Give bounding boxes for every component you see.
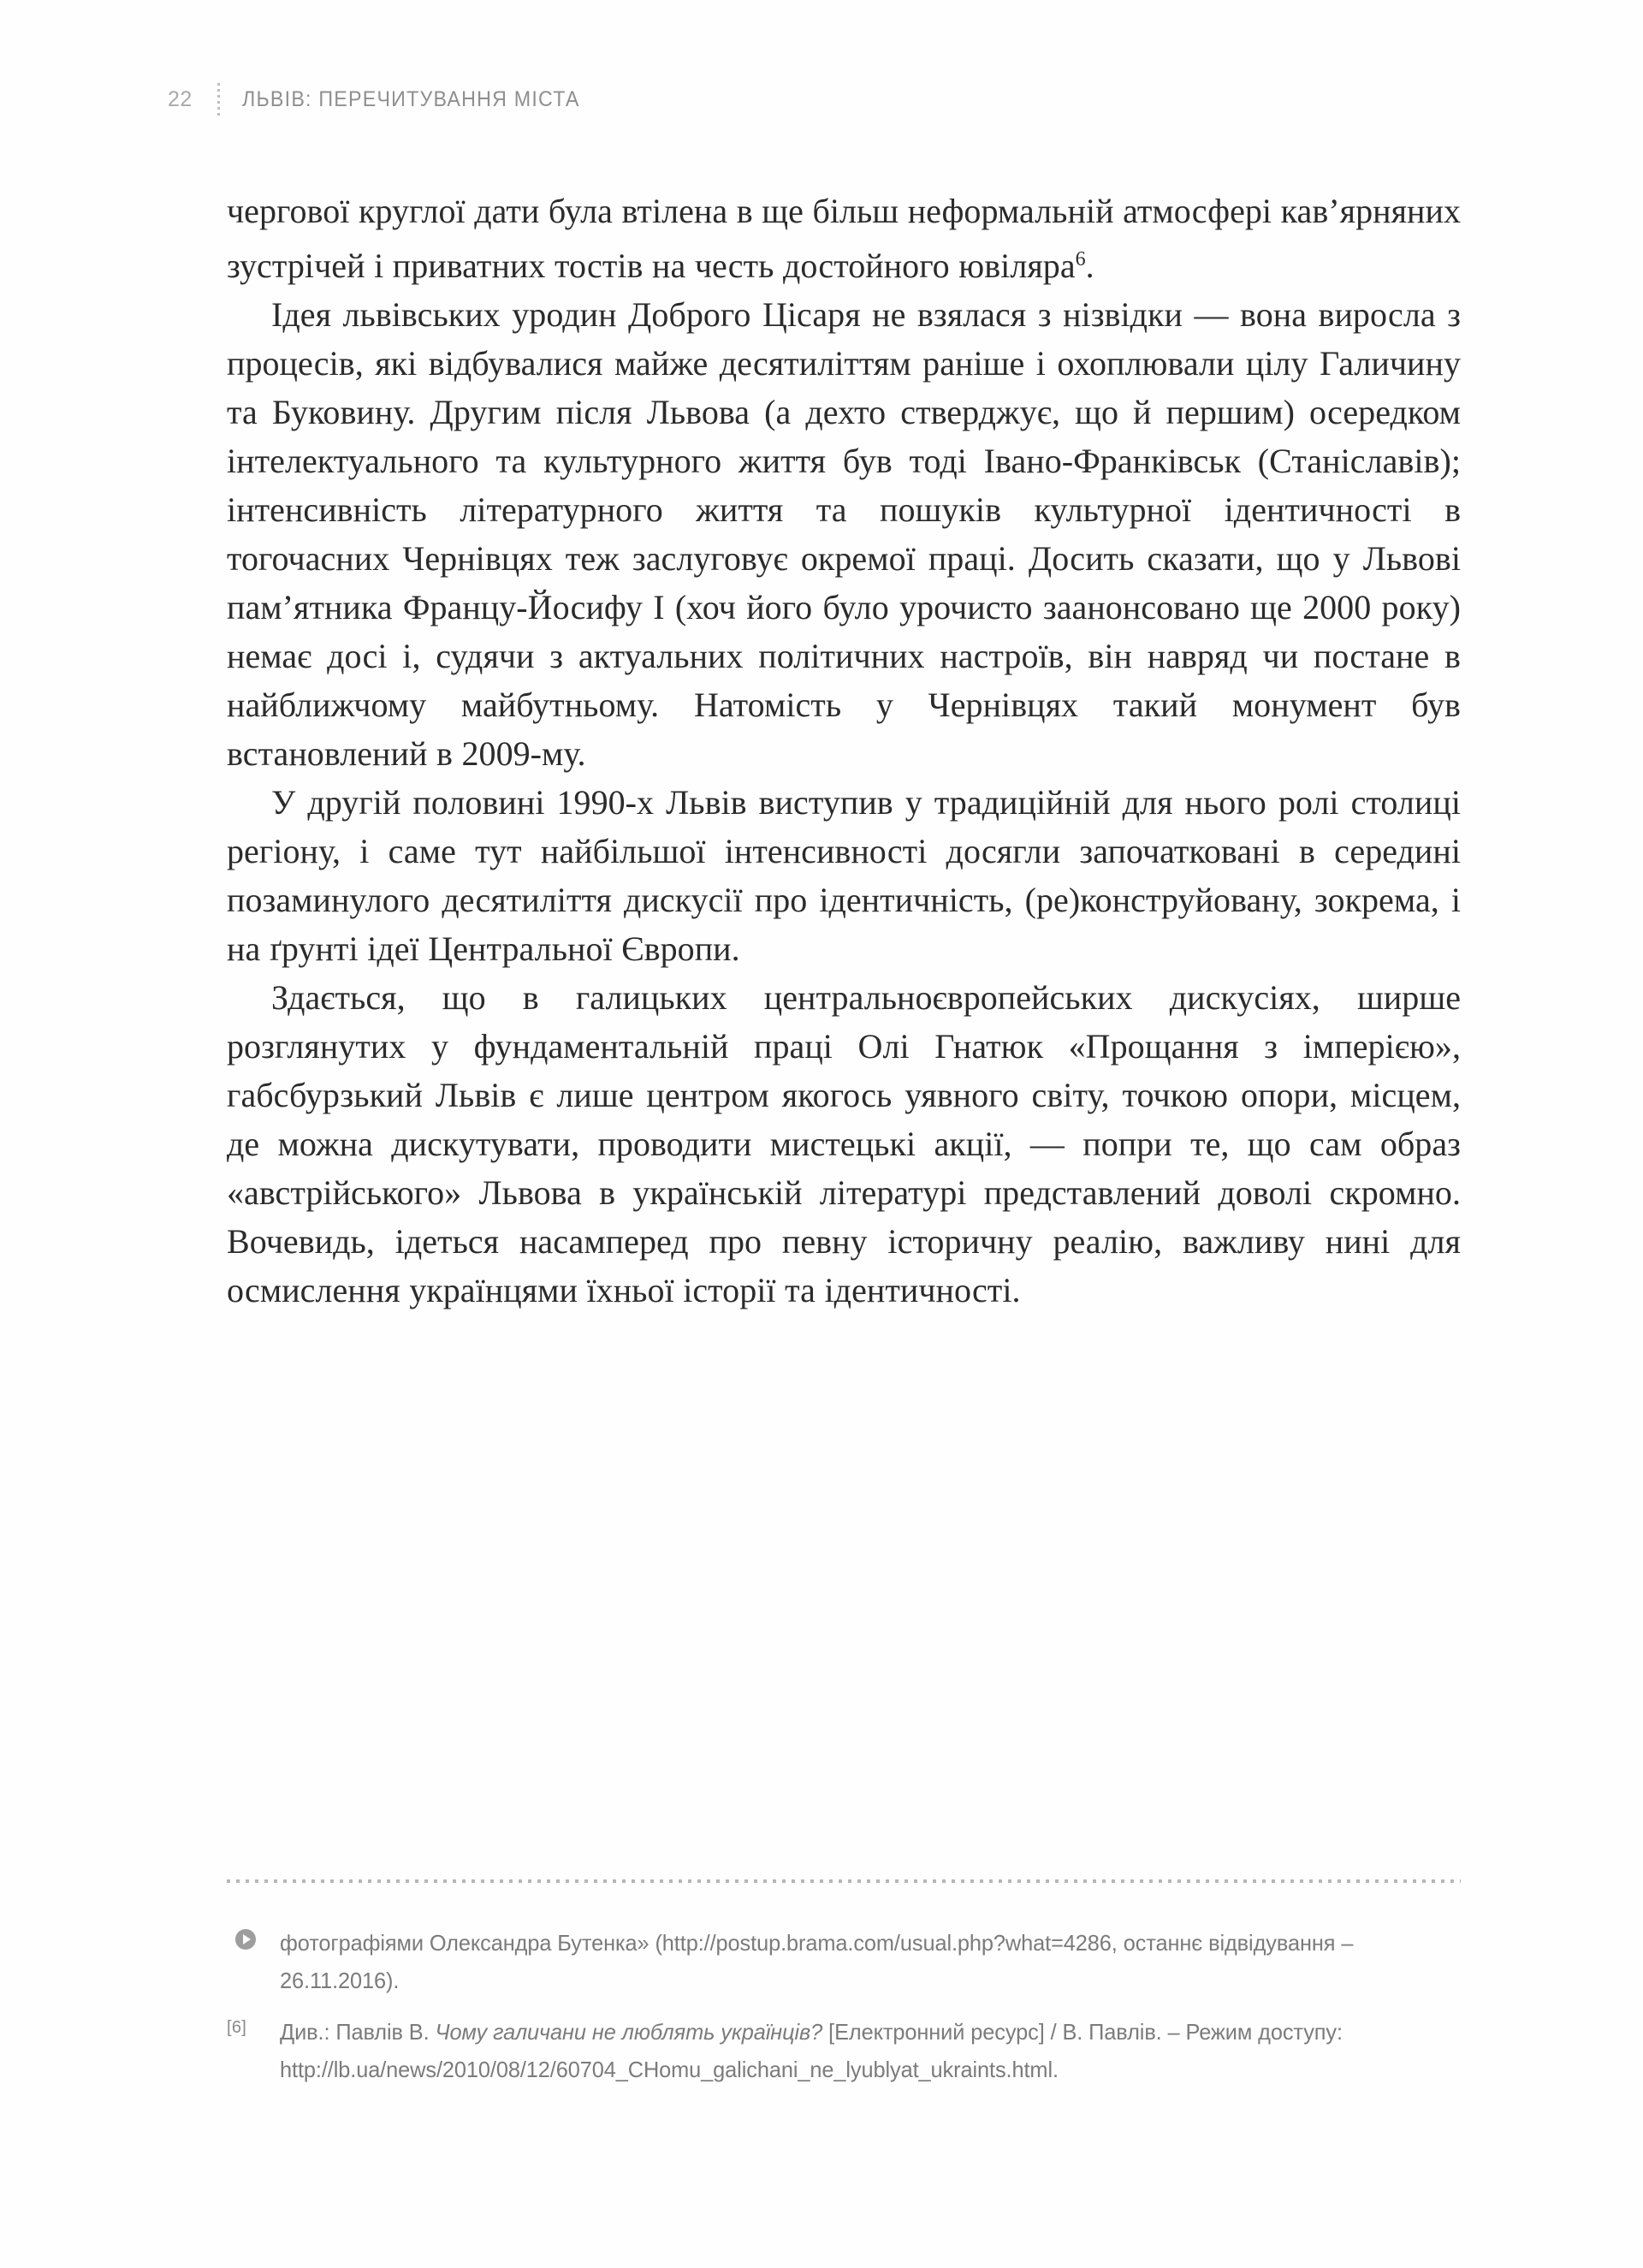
paragraph-3: У другій половині 1990-х Львів виступив у традиційній для нього ролі столиці регіону, і саме тут найбільшої інтенсивності досягли започатковані в середині позаминулого десятиліття дискусії про ідентичність, (ре)конструйовану, зокрема, і на ґрунті ідеї Центральної Європи. bbox=[227, 783, 1461, 968]
footnote-continued-text: фотографіями Олександра Бутенка» (http://postup.brama.com/usual.php?what=4286, останнє відвідування – 26.11.2016). bbox=[280, 1930, 1354, 1993]
page-number: 22 bbox=[168, 86, 193, 111]
paragraph-1-text: чергової круглої дати була втілена в ще більш неформальній атмосфері кав’ярняних зустрічей і приватних тостів на честь достойного ювіляра bbox=[227, 192, 1461, 285]
footnote-continued bbox=[227, 1924, 1461, 1999]
paragraph-1 bbox=[227, 187, 1461, 290]
footnote-reference-6[interactable]: 6 bbox=[1075, 248, 1086, 270]
play-circle-icon bbox=[235, 1929, 256, 1950]
paragraph-1-trailing: . bbox=[1085, 246, 1094, 285]
body-text-column bbox=[227, 187, 1461, 1315]
footnote-6-text-before: Див.: Павлів В. bbox=[280, 2019, 436, 2045]
footnote-6-text-after: [Електронний ресурс] / В. Павлів. – Режим доступу: http://lb.ua/news/2010/08/12/60704_CHomu_galichani_ne_lyublyat_ukraints.html. bbox=[280, 2019, 1343, 2082]
paragraph-4: Здається, що в галицьких центральноєвропейських дискусіях, ширше розглянутих у фундаментальній праці Олі Гнатюк «Прощання з імперією», габсбурзький Львів є лише центром якогось уявного світу, точкою опори, місцем, де можна дискутувати, проводити мистецькі акції, — попри те, що сам образ «австрійського» Львова в українській літературі представлений доволі скромно. Вочевидь, ідеться насамперед про певну історичну реалію, важливу нині для осмислення українцями їхньої історії та ідентичності. bbox=[227, 978, 1461, 1309]
footnotes-section bbox=[227, 1924, 1461, 2102]
footnote-continued-marker bbox=[227, 1924, 280, 1950]
running-head-title: ЛЬВІВ: ПЕРЕЧИТУВАННЯ МІСТА bbox=[242, 86, 580, 111]
paragraph-2: Ідея львівських уродин Доброго Цісаря не взялася з нізвідки — вона виросла з процесів, які відбувалися майже десятиліттям раніше і охоплювали цілу Галичину та Буковину. Другим після Львова (а дехто стверджує, що й першим) осередком інтелектуального та культурного життя був тоді Івано-Франківськ (Станіславів); інтенсивність літературного життя та пошуків культурної ідентичності в тогочасних Чернівцях теж заслуговує окремої праці. Досить сказати, що у Львові пам’ятника Францу-Йосифу I (хоч його було урочисто заанонсовано ще 2000 року) немає досі і, судячи з актуальних політичних настроїв, він навряд чи постане в найближчому майбутньому. Натомість у Чернівцях такий монумент був встановлений в 2009-му. bbox=[227, 295, 1461, 773]
dotted-horizontal-rule bbox=[227, 1879, 1461, 1883]
footnote-6-number: [6] bbox=[227, 2018, 247, 2037]
footnote-6-marker[interactable] bbox=[227, 2013, 280, 2038]
vertical-dotted-divider-icon bbox=[217, 83, 220, 116]
footnote-6-title-italic: Чому галичани не люблять українців? bbox=[435, 2019, 823, 2045]
footnote-6 bbox=[227, 2013, 1461, 2088]
running-head bbox=[168, 82, 605, 116]
footnote-6-text bbox=[280, 2013, 1432, 2088]
